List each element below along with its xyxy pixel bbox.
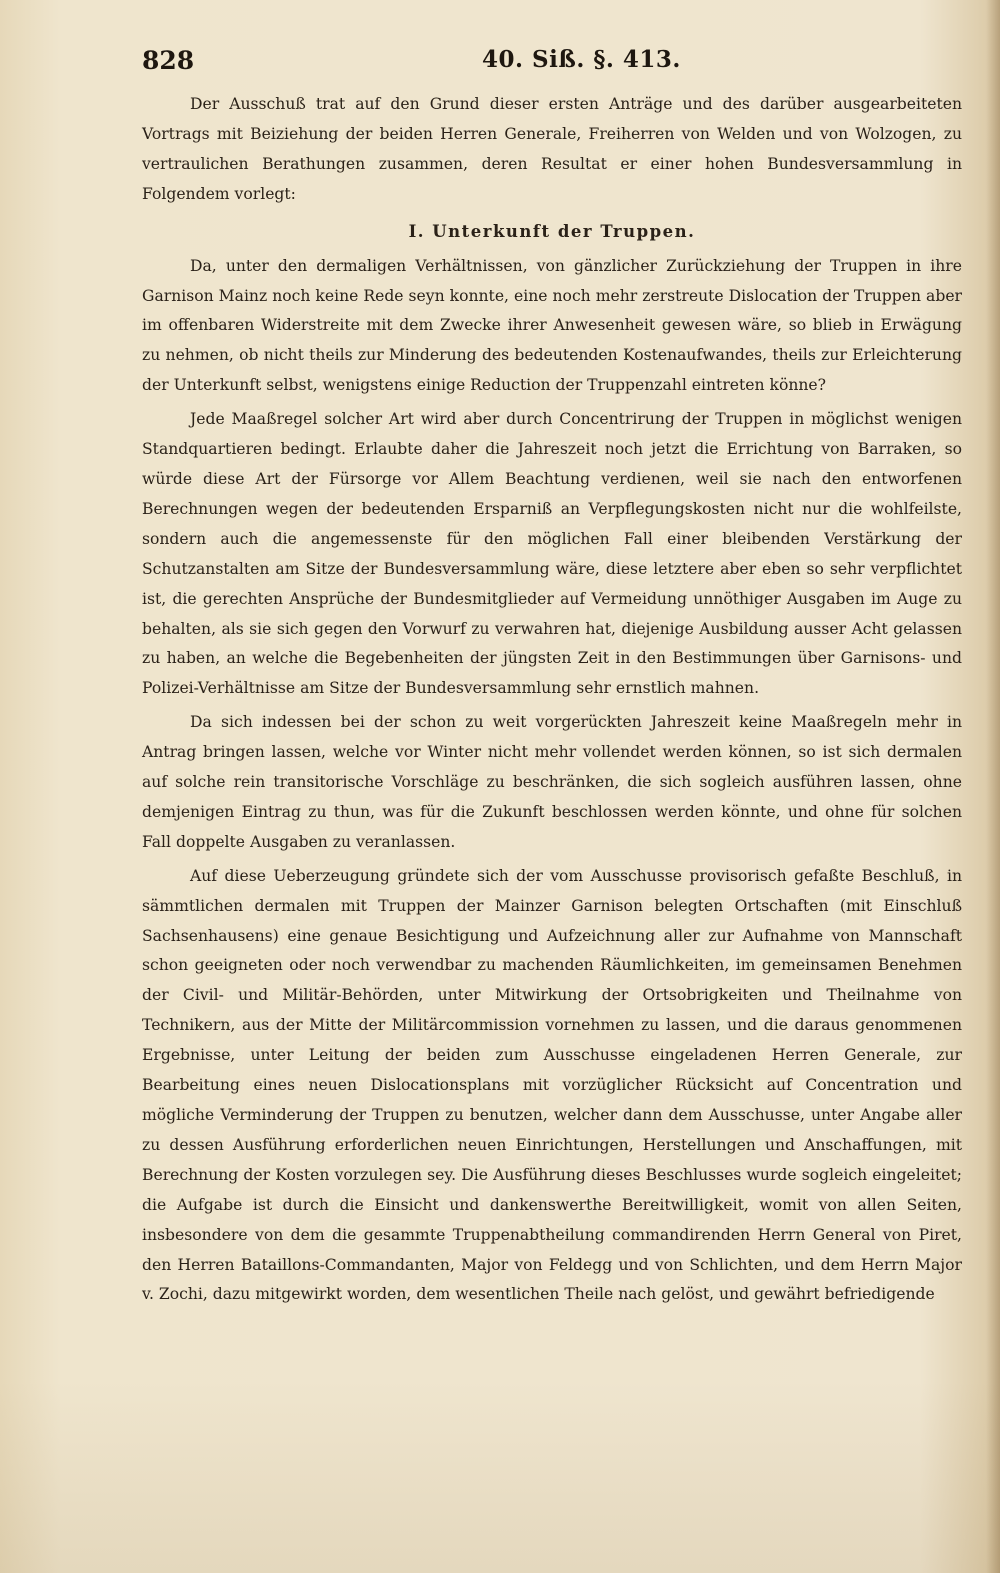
page-header: [142, 46, 962, 80]
intro-paragraph: Der Ausschuß trat auf den Grund dieser ersten Anträge und des darüber ausgearbeiteten Vortrags mit Beiziehung der beiden Herren Generale, Freiherren von Welden und von Wolzogen, zu vertraulichen Berathungen zusammen, deren Resultat er einer hohen Bundesversammlung in Folgendem vorlegt:: [142, 95, 962, 203]
page-number: 828: [142, 46, 195, 75]
paper-stain: [0, 1380, 1000, 1573]
paragraph-1: Da, unter den dermaligen Verhältnissen, von gänzlicher Zurückziehung der Truppen in ihre Garnison Mainz noch keine Rede seyn konnte, eine noch mehr zerstreute Dislocation der Truppen aber im offenbaren Widerstreite mit dem Zwecke ihrer Anwesenheit gewesen wäre, so blieb in Erwägung zu nehmen, ob nicht theils zur Minderung des bedeutenden Kostenaufwandes, theils zur Erleichterung der Unterkunft selbst, wenigstens einige Reduction der Truppenzahl eintreten könne?: [142, 256, 962, 395]
paragraph-4: Auf diese Ueberzeugung gründete sich der vom Ausschusse provisorisch gefaßte Beschluß, in sämmtlichen dermalen mit Truppen der Mainzer Garnison belegten Ortschaften (mit Einschluß Sachsenhausens) eine genaue Besichtigung und Aufzeichnung aller zur Aufnahme von Mannschaft schon geeigneten oder noch verwendbar zu machenden Räumlichkeiten, im gemeinsamen Benehmen der Civil- und Militär-Behörden, unter Mitwirkung der Ortsobrigkeiten und Theilnahme von Technikern, aus der Mitte der Militärcommission vornehmen zu lassen, und die daraus genommenen Ergebnisse, unter Leitung der beiden zum Ausschusse eingeladenen Herren Generale, zur Bearbeitung eines neuen Dislocationsplans mit vorzüglicher Rücksicht auf Concentration und mögliche Verminderung der Truppen zu benutzen, welcher dann dem Ausschusse, unter Angabe aller zu dessen Ausführung erforderlichen neuen Einrichtungen, Herstellungen und Anschaffungen, mit Berechnung der Kosten vorzulegen sey. Die Ausführung dieses Beschlusses wurde sogleich eingeleitet; die Aufgabe ist durch die Einsicht und dankenswerthe Bereitwilligkeit, womit von allen Seiten, insbesondere von dem die gesammte Truppenabtheilung commandirenden Herrn General von Piret, den Herren Bataillons-Commandanten, Major von Feldegg und von Schlichten, und dem Herrn Major v. Zochi, dazu mitgewirkt worden, dem wesentlichen Theile nach gelöst, und gewährt befriedigende: [142, 866, 962, 1304]
paragraph-3: Da sich indessen bei der schon zu weit vorgerückten Jahreszeit keine Maaßregeln mehr in Antrag bringen lassen, welche vor Winter nicht mehr vollendet werden können, so ist sich dermalen auf solche rein transitorische Vorschläge zu beschränken, die sich sogleich ausführen lassen, ohne demjenigen Eintrag zu thun, was für die Zukunft beschlossen werden könnte, und ohne für solchen Fall doppelte Ausgaben zu veranlassen.: [142, 713, 962, 851]
section-title: I. Unterkunft der Truppen.: [408, 221, 696, 241]
paragraph-2: Jede Maaßregel solcher Art wird aber durch Concentrirung der Truppen in möglichst wenigen Standquartieren bedingt. Erlaubte daher die Jahreszeit noch jetzt die Errichtung von Barraken, so würde diese Art der Fürsorge vor Allem Beachtung verdienen, weil sie nach den entworfenen Berechnungen wegen der bedeutenden Ersparniß an Verpflegungskosten nicht nur die wohlfeilste, sondern auch die angemessenste für den möglichen Fall einer bleibenden Verstärkung der Schutzanstalten am Sitze der Bundesversammlung wäre, diese letztere aber eben so sehr verpflichtet ist, die gerechten Ansprüche der Bundesmitglieder auf Vermeidung unnöthiger Ausgaben im Auge zu behalten, als sie sich gegen den Vorwurf zu verwahren hat, diejenige Ausbildung ausser Acht gelassen zu haben, an welche die Begebenheiten der jüngsten Zeit in den Bestimmungen über Garnisons- und Polizei-Verhältnisse am Sitze der Bundesversammlung sehr ernstlich mahnen.: [142, 410, 962, 698]
running-head: 40. Siß. §. 413.: [482, 46, 681, 73]
body-text: [142, 90, 962, 1310]
page-edge-shadow: [986, 0, 1000, 1573]
